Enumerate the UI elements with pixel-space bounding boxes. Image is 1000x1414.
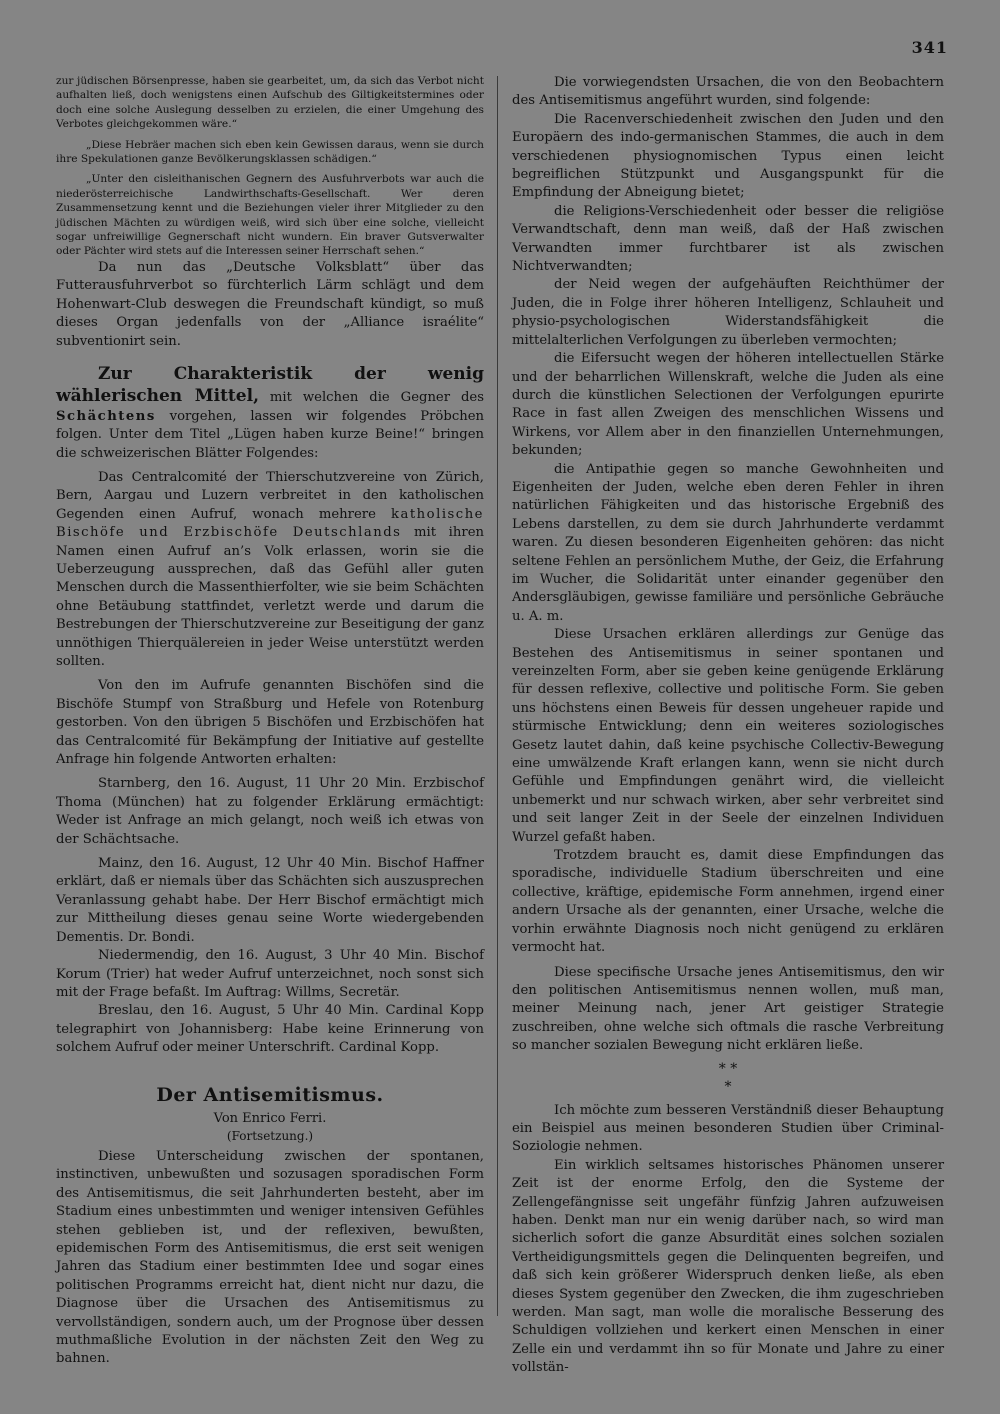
paragraph-ursachen-intro: Die vorwiegendsten Ursachen, die von den Beobachtern des Antisemitismus angeführt wurden, sind folgende: [512, 75, 944, 109]
paragraph-starnberg: Starnberg, den 16. August, 11 Uhr 20 Min. Erzbischof Thoma (München) hat zu folgender Erklärung ermächtigt: Weder ist Anfrage an mich gelangt, noch weiß ich etwas von der Schächtsache. [56, 776, 484, 847]
heading-text-continued: vorgehen, lassen wir folgendes Pröbchen folgen. Unter dem Titel „Lügen haben kurze Beine!“ bringen die schweizerischen Blätter Folgendes: [56, 408, 484, 461]
paragraph-breslau: Breslau, den 16. August, 5 Uhr 40 Min. Cardinal Kopp telegraphirt von Johannisberg: Habe keine Erinnerung von solchem Aufruf oder meiner Unterschrift. Cardinal Kopp. [56, 1003, 484, 1056]
page-number: 341 [911, 38, 948, 57]
paragraph-unterscheidung: Diese Unterscheidung zwischen der spontanen, instinctiven, unbewußten und sozusagen sporadischen Form des Antisemitismus, die seit Jahrhunderten besteht, aber im Stadium eines unbestimmten und weniger intensiven Gefühles stehen geblieben ist, und der reflexiven, bewußten, epidemischen Form des Antisemitismus, die erst seit wenigen Jahren das Stadium einer bestimmten Idee und sogar eines politischen Programms erreicht hat, dient nicht nur dazu, die Diagnose über die Ursachen des Antisemitismus zu vervollständigen, sondern auch, um der Prognose über dessen muthmaßliche Evolution in der nächsten Zeit den Weg zu bahnen. [56, 1148, 484, 1367]
paragraph-specifische: Diese specifische Ursache jenes Antisemitismus, den wir den politischen Antisemitismus nennen wollen, muß man, meiner Meinung nach, jener Art geistiger Strategie zuschreiben, ohne welche sich oftmals die rasche Verbreitung so mancher sozialen Bewegung nicht erklären ließe. [512, 964, 944, 1054]
text-run: Das Centralcomité der Thierschutzvereine von Zürich, Bern, Aargau und Luzern verbreitet in den katholischen Gegenden einen Aufruf, wonach mehrere [56, 469, 484, 522]
section-title: Der Antisemitismus. [156, 1083, 384, 1106]
paragraph-futter: Da nun das „Deutsche Volksblatt“ über das Futterausfuhrverbot so fürchterlich Lärm schlägt und dem Hohenwart-Club deswegen die Freundschaft kündigt, so muß dieses Organ jedenfalls von der „Alliance israélite“ subventionirt sein. [56, 259, 484, 349]
article-heading-schaechten [56, 363, 484, 463]
quote-block [56, 74, 484, 259]
right-column [512, 74, 944, 1378]
heading-emphasis: Schächtens [56, 408, 156, 424]
heading-text: mit welchen die Gegner des [258, 390, 484, 406]
paragraph-bischoefe: Von den im Aufrufe genannten Bischöfen sind die Bischöfe Stumpf von Straßburg und Hefele von Rotenburg gestorben. Von den übrigen 5 Bischöfen und Erzbischöfen hat das Centralcomité für Bekämpfung der Initiative auf gestellte Anfrage hin folgende Antworten erhalten: [56, 678, 484, 768]
quote-paragraph: „Diese Hebräer machen sich eben kein Gewissen daraus, wenn sie durch ihre Spekulationen ganze Bevölkerungsklassen schädigen.“ [56, 138, 484, 166]
paragraph-phaenomen: Ein wirklich seltsames historisches Phänomen unserer Zeit ist der enorme Erfolg, den die Systeme der Zellengefängnisse seit ungefähr fünfzig Jahren aufzuweisen haben. Denkt man nur ein wenig darüber nach, so wird man sicherlich sofort die ganze Absurdität eines solchen sozialen Vertheidigungsmittels gegen die Delinquenten begreifen, und daß sich kein größerer Widerspruch denken ließe, als eben dieses System gegenüber den Zwecken, die ihm zugeschrieben werden. Man sagt, man wolle die moralische Besserung des Schuldigen vollziehen und kerkert einen Menschen in einer Zelle ein und verdammt ihn so für Monate und Jahre zu einer vollstän- [512, 1157, 944, 1376]
paragraph-diese-ursachen: Diese Ursachen erklären allerdings zur Genüge das Bestehen des Antisemitismus in seiner spontanen und vereinzelten Form, aber sie geben keine genügende Erklärung für dessen reflexive, collective und politische Form. Sie geben uns höchstens einen Beweis für dessen ungeheuer rapide und stürmische Entwicklung; denn ein weiteres soziologisches Gesetz lautet dahin, daß keine psychische Collectiv-Bewegung eine umwälzende Kraft erlangen kann, wenn sie nicht durch Gefühle und Empfindungen genährt wird, die vielleicht unbemerkt und nur schwach wirken, aber sehr verbreitet sind und seit langer Zeit in der Seele der einzelnen Individuen Wurzel gefaßt haben. [512, 627, 944, 845]
byline: Von Enrico Ferri. [213, 1110, 327, 1126]
list-item: der Neid wegen der aufgehäuften Reichthümer der Juden, die in Folge ihrer höheren Intelligenz, Schlauheit und physio-psychologischen Widerstandsfähigkeit die mittelalterlichen Verfolgungen zu überleben vermochten; [512, 277, 944, 348]
article-heading: Zur Charakteristik der wenig wählerischen Mittel, [56, 363, 484, 407]
list-item: die Religions-Verschiedenheit oder besser die religiöse Verwandtschaft, denn man weiß, daß der Haß zwischen Verwandten immer furchtbarer ist als zwischen Nichtverwandten; [512, 203, 944, 275]
list-item: die Eifersucht wegen der höheren intellectuellen Stärke und der beharrlichen Willenskraft, welche die Juden als eine durch die künstlichen Selectionen der Verfolgungen epurirte Race in fast allen Zweigen des menschlichen Wissens und Wirkens, vor Allem aber in den finanziellen Unternehmungen, bekunden; [512, 351, 944, 459]
paragraph-centralcomite [56, 469, 484, 671]
quote-paragraph: „Unter den cisleithanischen Gegnern des Ausfuhrverbots war auch die niederösterreichische Landwirthschafts-Gesellschaft. Wer deren Zusammensetzung kennt und die Beziehungen vieler ihrer Mitglieder zu den jüdischen Mächten zu würdigen weiß, wird sich über eine solche, vielleicht sogar unfreiwillige Gegnerschaft nicht wundern. Ein braver Gutsverwalter oder Pächter wird stets auf die Interessen seiner Herrschaft sehen.“ [56, 173, 484, 258]
list-item: Die Racenverschiedenheit zwischen den Juden und den Europäern des indo-germanischen Stammes, die auch in dem verschiedenen physiognomischen Typus einen leicht begreiflichen Stützpunkt und Ausgangspunkt für die Empfindung der Abneigung bietet; [512, 111, 944, 201]
causes-list [512, 111, 944, 626]
paragraph-trotzdem: Trotzdem braucht es, damit diese Empfindungen das sporadische, individuelle Stadium überschreiten und eine collective, kräftige, epidemische Form annehmen, irgend einer andern Ursache als der genannten, einer Ursache, welche die vorhin erwähnte Diagnosis noch nicht genügend zu erklären vermocht hat. [512, 848, 944, 956]
paragraph-verstaendniss: Ich möchte zum besseren Verständniß dieser Behauptung ein Beispiel aus meinen besonderen Studien über Criminal-Soziologie nehmen. [512, 1102, 944, 1155]
text-run: mit ihren Namen einen Aufruf an’s Volk erlassen, worin sie die Ueberzeugung aussprechen, daß das Gefühl aller guten Menschen durch die Massenthierfolter, wie sie beim Schächten ohne Betäubung stattfindet, verletzt werde und darum die Bestrebungen der Thierschutzvereine zur Beseitigung der ganz unnöthigen Thierquälereien in jeder Weise unterstützt werden sollten. [56, 525, 484, 669]
quote-paragraph: zur jüdischen Börsenpresse, haben sie gearbeitet, um, da sich das Verbot nicht aufhalten ließ, doch wenigstens einen Aufschub des Giltigkeitstermines oder doch eine solche Auslegung desselben zu erzielen, die einer Umgehung des Verbotes gleichgekommen wäre.“ [56, 75, 484, 131]
left-column [56, 74, 484, 1369]
emphasis-run: katholische Bischöfe und Erzbischöfe Deutschlands [56, 506, 484, 541]
paragraph-mainz: Mainz, den 16. August, 12 Uhr 40 Min. Bischof Haffner erklärt, daß er niemals über das Schächten sich auszusprechen Veranlassung gehabt habe. Der Herr Bischof ermächtigt mich zur Mittheilung dieses genau seine Worte wiedergebenden Dementis. Dr. Bondi. [56, 856, 484, 945]
list-item: die Antipathie gegen so manche Gewohnheiten und Eigenheiten der Juden, welche eben deren Fehler in ihren natürlichen Fähigkeiten und das historische Ergebniß des Lebens darstellen, zu dem sie durch Jahrhunderte verdammt waren. Zu diesen besonderen Eigenheiten gehören: das nicht seltene Fehlen an persönlichem Muthe, der Geiz, die Erfahrung im Wucher, die Solidarität unter einander gegenüber den Andersgläubigen, gewisse familiäre und persönliche Gebräuche u. A. m. [512, 461, 944, 624]
column-divider [497, 76, 498, 1316]
continuation-note: (Fortsetzung.) [226, 1128, 314, 1143]
section-separator-stars: * * * [718, 1060, 738, 1095]
paragraph-niedermendig: Niedermendig, den 16. August, 3 Uhr 40 Min. Bischof Korum (Trier) hat weder Aufruf unterzeichnet, noch sonst sich mit der Frage befaßt. Im Auftrag: Willms, Secretär. [56, 948, 484, 1000]
